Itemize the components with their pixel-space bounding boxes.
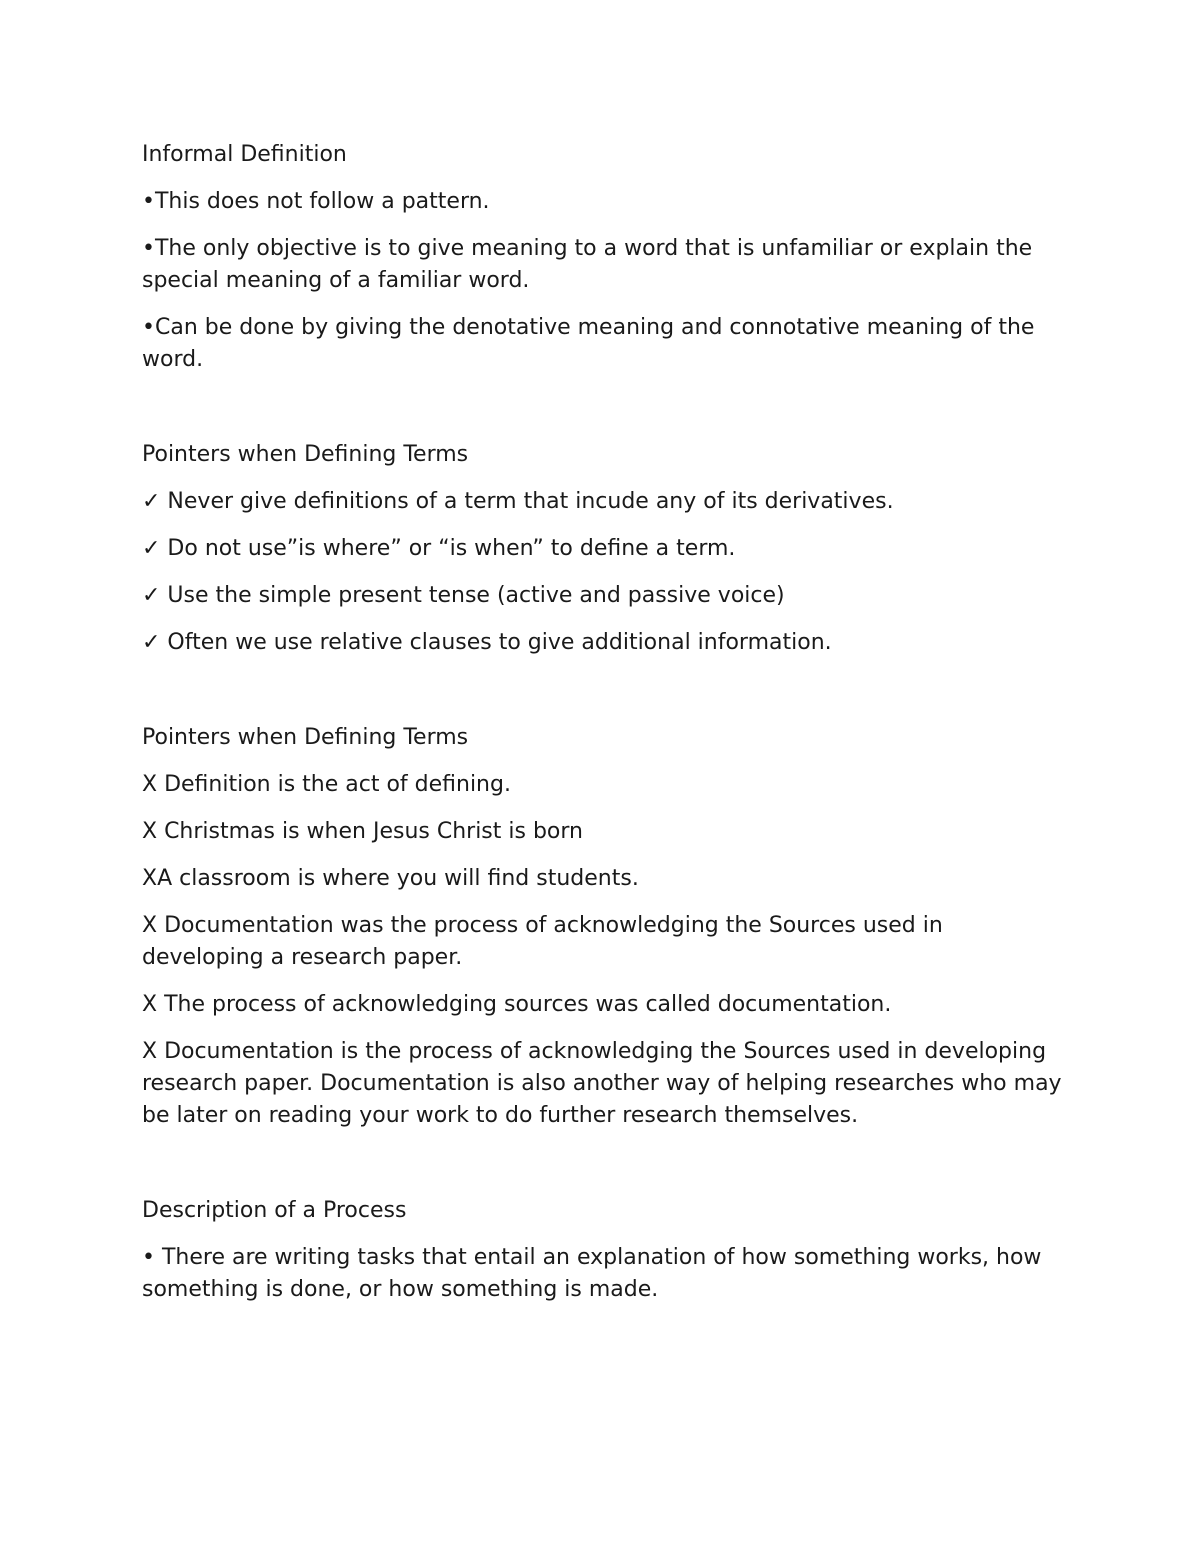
check-item: ✓ Do not use”is where” or “is when” to define a term. bbox=[142, 536, 736, 561]
section-spacer bbox=[142, 391, 1062, 439]
section-informal-definition bbox=[142, 139, 1062, 376]
document-page bbox=[142, 139, 1062, 1321]
section-heading: Description of a Process bbox=[142, 1198, 407, 1223]
section-spacer bbox=[142, 1147, 1062, 1195]
check-item: ✓ Often we use relative clauses to give additional information. bbox=[142, 630, 832, 655]
check-item: ✓ Use the simple present tense (active and passive voice) bbox=[142, 583, 785, 608]
x-item: X Documentation was the process of acknowledging the Sources used in developing a research paper. bbox=[142, 913, 943, 970]
bullet-item: • There are writing tasks that entail an explanation of how something works, how something is done, or how something is made. bbox=[142, 1245, 1042, 1302]
bullet-item: •This does not follow a pattern. bbox=[142, 189, 490, 214]
section-pointers-do bbox=[142, 439, 1062, 659]
x-item: XA classroom is where you will find students. bbox=[142, 866, 639, 891]
x-item: X Christmas is when Jesus Christ is born bbox=[142, 819, 583, 844]
section-heading: Informal Definition bbox=[142, 142, 347, 167]
section-description-process bbox=[142, 1195, 1062, 1306]
bullet-item: •Can be done by giving the denotative meaning and connotative meaning of the word. bbox=[142, 315, 1035, 372]
x-item: X Definition is the act of defining. bbox=[142, 772, 511, 797]
section-pointers-dont bbox=[142, 722, 1062, 1132]
bullet-item: •The only objective is to give meaning to a word that is unfamiliar or explain the special meaning of a familiar word. bbox=[142, 236, 1033, 293]
check-item: ✓ Never give definitions of a term that incude any of its derivatives. bbox=[142, 489, 894, 514]
section-heading: Pointers when Defining Terms bbox=[142, 725, 469, 750]
section-spacer bbox=[142, 674, 1062, 722]
x-item: X Documentation is the process of acknowledging the Sources used in developing research paper. Documentation is also another way of helping researches who may be later on reading your work to do further research themselves. bbox=[142, 1039, 1062, 1128]
section-heading: Pointers when Defining Terms bbox=[142, 442, 469, 467]
x-item: X The process of acknowledging sources was called documentation. bbox=[142, 992, 892, 1017]
